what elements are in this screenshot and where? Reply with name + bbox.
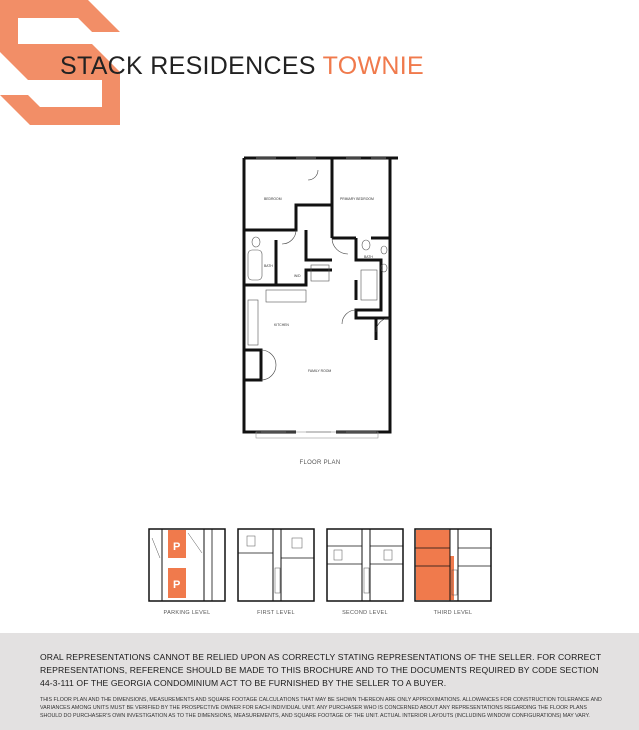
first-level-thumbnail [237, 528, 315, 602]
second-level-label: SECOND LEVEL [342, 610, 388, 616]
parking-level-label: PARKING LEVEL [163, 610, 211, 616]
third-level-label: THIRD LEVEL [433, 610, 473, 616]
room-label-bedroom: BEDROOM [264, 197, 282, 201]
title-main: STACK RESIDENCES [60, 52, 323, 80]
title-accent: TOWNIE [322, 52, 424, 80]
parking-level-thumbnail [148, 528, 226, 602]
disclaimer-fine-print: THIS FLOOR PLAN AND THE DIMENSIONS, MEASUREMENTS AND SQUARE FOOTAGE CALCULATIONS THAT MAY BE SHOWN THEREON ARE ONLY APPROXIMATIONS. ALLOWANCES FOR CONSTRUCTION TOLERANCE AND VARIANCES AMONG UNITS MUST BE VERIFIED BY THE PROSPECTIVE OWNER FOR EACH INDIVIDUAL UNIT. ANY PURCHASER WHO IS CONCERNED ABOUT ANY REPRESENTATIONS REGARDING THE FLOOR PLANS SHOULD DO PURCHASER'S OWN INVESTIGATION AS TO THE DIMENSIONS, MEASUREMENTS, AND SQUARE FOOTAGE OF THE UNIT. ACTUAL INTERIOR LAYOUTS (INCLUDING WINDOW CONFIGURATIONS) MAY VARY. [40, 697, 602, 719]
room-label-bath-2: BATH [364, 255, 373, 259]
second-level-thumbnail [326, 528, 404, 602]
floor-plan [236, 150, 398, 445]
room-label-bath-1: BATH [264, 264, 273, 268]
room-label-kitchen: KITCHEN [274, 323, 289, 327]
room-label-primary-bedroom: PRIMARY BEDROOM [340, 197, 374, 201]
first-level-label: FIRST LEVEL [257, 610, 295, 616]
parking-marker-1: P [173, 541, 181, 553]
third-level-thumbnail [414, 528, 492, 602]
page-title [60, 52, 424, 81]
disclaimer-panel [0, 633, 639, 730]
room-label-family-room: FAMILY ROOM [308, 369, 332, 373]
floor-plan-caption: FLOOR PLAN [299, 460, 341, 466]
disclaimer-main-text: ORAL REPRESENTATIONS CANNOT BE RELIED UPON AS CORRECTLY STATING REPRESENTATIONS OF THE SELLER. FOR CORRECT REPRESENTATIONS, REFERENCE SHOULD BE MADE TO THIS BROCHURE AND TO THE DOCUMENTS REQUIRED BY CODE SECTION 44-3-111 OF THE GEORGIA CONDOMINIUM ACT TO BE FURNISHED BY THE SELLER TO A BUYER. [40, 652, 602, 688]
parking-marker-2: P [173, 579, 181, 591]
room-label-wd: W/D [294, 274, 301, 278]
